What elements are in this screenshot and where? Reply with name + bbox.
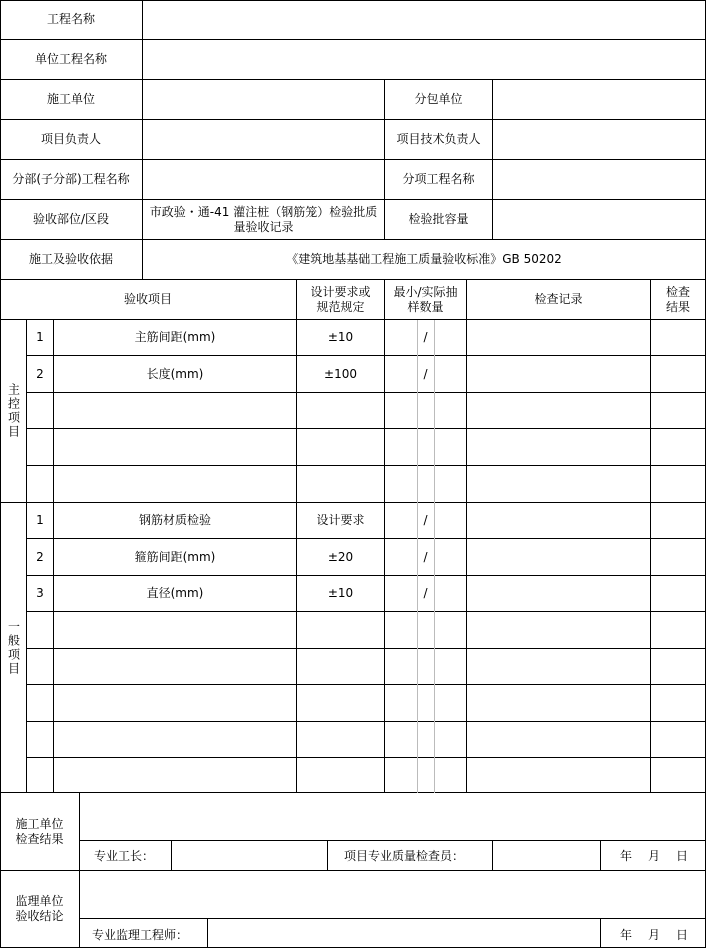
general-design-requirement: [297, 758, 385, 793]
main_control-check-record[interactable]: [467, 429, 651, 466]
general-item-name: 箍筋间距(mm): [54, 539, 297, 576]
general-check-record[interactable]: [467, 612, 651, 649]
general-check-result[interactable]: [651, 576, 706, 612]
general-check-record[interactable]: [467, 576, 651, 612]
division-field[interactable]: [143, 160, 385, 200]
general-check-result[interactable]: [651, 612, 706, 649]
general-check-result[interactable]: [651, 503, 706, 539]
inspection-part-label: 验收部位/区段: [0, 200, 143, 240]
general-check-result[interactable]: [651, 539, 706, 576]
quality-inspector-label: 项目专业质量检查员：: [344, 849, 465, 863]
main-control-section-label: 主控项目: [0, 320, 27, 503]
foreman-label: 专业工长：: [94, 849, 155, 863]
batch-capacity-label: 检验批容量: [385, 200, 493, 240]
general-item-name: [54, 649, 297, 685]
main_control-sample-count: [385, 466, 467, 503]
supervision-date: 年 月 日: [620, 928, 689, 942]
general-check-result[interactable]: [651, 758, 706, 793]
main_control-design-requirement: [297, 393, 385, 429]
general-check-record[interactable]: [467, 685, 651, 722]
batch-capacity-field[interactable]: [493, 200, 706, 240]
general-item-name: 直径(mm): [54, 576, 297, 612]
subcontract-unit-field[interactable]: [493, 80, 706, 120]
main_control-item-number: 2: [27, 356, 54, 393]
column-min-sample: 最小/实际抽样数量: [385, 280, 467, 320]
general-check-record[interactable]: [467, 722, 651, 758]
project-name-label: 工程名称: [0, 0, 143, 40]
general-check-record[interactable]: [467, 539, 651, 576]
main_control-item-number: [27, 466, 54, 503]
main_control-sample-count: [385, 429, 467, 466]
main_control-sample-count: /: [385, 320, 467, 356]
general-design-requirement: [297, 649, 385, 685]
general-design-requirement: [297, 612, 385, 649]
general-sample-count: [385, 612, 467, 649]
general-item-number: 2: [27, 539, 54, 576]
supervisor-label: 专业监理工程师：: [92, 928, 189, 942]
construction-date: 年 月 日: [620, 849, 689, 863]
unit-project-field[interactable]: [143, 40, 706, 80]
main_control-check-result[interactable]: [651, 466, 706, 503]
supervision-label: 监理单位验收结论: [0, 871, 80, 948]
unit-project-label: 单位工程名称: [0, 40, 143, 80]
general-sample-count: /: [385, 576, 467, 612]
construction-unit-label: 施工单位: [0, 80, 143, 120]
main_control-check-result[interactable]: [651, 356, 706, 393]
column-item: 验收项目: [0, 280, 297, 320]
basis-value: 《建筑地基基础工程施工质量验收标准》GB 50202: [143, 240, 706, 280]
general-item-number: 3: [27, 576, 54, 612]
general-item-number: [27, 722, 54, 758]
item-project-field[interactable]: [493, 160, 706, 200]
general-section-label: 一般项目: [0, 503, 27, 793]
technical-manager-label: 项目技术负责人: [385, 120, 493, 160]
project-name-field[interactable]: [143, 0, 706, 40]
project-manager-label: 项目负责人: [0, 120, 143, 160]
general-item-name: 钢筋材质检验: [54, 503, 297, 539]
general-item-number: [27, 685, 54, 722]
main_control-design-requirement: [297, 466, 385, 503]
main_control-check-record[interactable]: [467, 320, 651, 356]
main_control-design-requirement: ±10: [297, 320, 385, 356]
general-design-requirement: ±20: [297, 539, 385, 576]
general-check-record[interactable]: [467, 649, 651, 685]
general-sample-count: /: [385, 503, 467, 539]
main_control-item-number: [27, 393, 54, 429]
general-item-name: [54, 612, 297, 649]
column-check-record: 检查记录: [467, 280, 651, 320]
main_control-check-record[interactable]: [467, 356, 651, 393]
general-check-result[interactable]: [651, 685, 706, 722]
column-check-result: 检查结果: [651, 280, 706, 320]
general-design-requirement: [297, 685, 385, 722]
general-check-result[interactable]: [651, 722, 706, 758]
general-item-name: [54, 722, 297, 758]
general-design-requirement: ±10: [297, 576, 385, 612]
construction-check-label: 施工单位检查结果: [0, 793, 80, 871]
subcontract-unit-label: 分包单位: [385, 80, 493, 120]
main_control-check-result[interactable]: [651, 393, 706, 429]
main_control-check-result[interactable]: [651, 429, 706, 466]
general-sample-count: /: [385, 539, 467, 576]
general-check-record[interactable]: [467, 758, 651, 793]
general-item-number: [27, 649, 54, 685]
basis-label: 施工及验收依据: [0, 240, 143, 280]
main_control-item-name: [54, 393, 297, 429]
general-check-result[interactable]: [651, 649, 706, 685]
general-sample-count: [385, 649, 467, 685]
general-item-name: [54, 758, 297, 793]
general-check-record[interactable]: [467, 503, 651, 539]
general-design-requirement: 设计要求: [297, 503, 385, 539]
general-sample-count: [385, 758, 467, 793]
project-manager-field[interactable]: [143, 120, 385, 160]
main_control-item-name: 长度(mm): [54, 356, 297, 393]
main_control-sample-count: [385, 393, 467, 429]
general-item-number: [27, 612, 54, 649]
main_control-check-record[interactable]: [467, 466, 651, 503]
main_control-item-name: 主筋间距(mm): [54, 320, 297, 356]
main_control-item-name: [54, 429, 297, 466]
main_control-design-requirement: [297, 429, 385, 466]
general-sample-count: [385, 685, 467, 722]
item-project-label: 分项工程名称: [385, 160, 493, 200]
general-item-number: 1: [27, 503, 54, 539]
main_control-check-record[interactable]: [467, 393, 651, 429]
general-item-number: [27, 758, 54, 793]
inspection-part-value: 市政验・通-41 灌注桩（钢筋笼）检验批质量验收记录: [143, 200, 385, 240]
main_control-item-number: 1: [27, 320, 54, 356]
general-sample-count: [385, 722, 467, 758]
division-label: 分部(子分部)工程名称: [0, 160, 143, 200]
construction-unit-field[interactable]: [143, 80, 385, 120]
main_control-design-requirement: ±100: [297, 356, 385, 393]
main_control-sample-count: /: [385, 356, 467, 393]
main_control-item-number: [27, 429, 54, 466]
column-design-requirement: 设计要求或规范规定: [297, 280, 385, 320]
main_control-item-name: [54, 466, 297, 503]
general-design-requirement: [297, 722, 385, 758]
technical-manager-field[interactable]: [493, 120, 706, 160]
general-item-name: [54, 685, 297, 722]
main_control-check-result[interactable]: [651, 320, 706, 356]
